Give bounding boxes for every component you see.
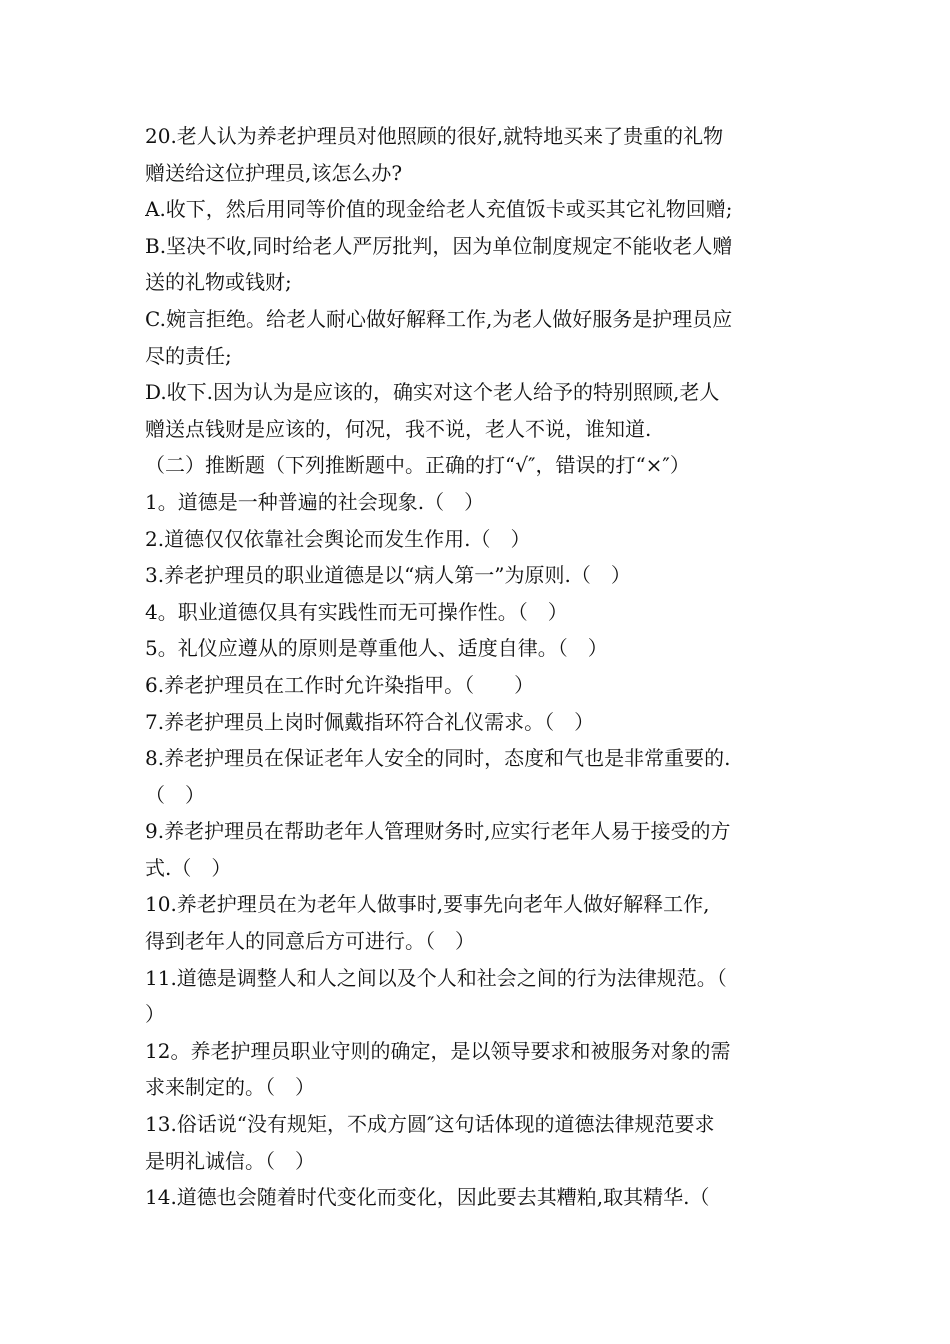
text-line: 求来制定的。（ ） (145, 1075, 315, 1100)
text-line: 赠送点钱财是应该的，何况，我不说，老人不说，谁知道. (145, 416, 652, 441)
text-line: 14.道德也会随着时代变化而变化，因此要去其糟粕,取其精华.（ (145, 1185, 710, 1210)
text-line: 得到老年人的同意后方可进行。（ ） (145, 929, 475, 954)
text-line: 赠送给这位护理员,该怎么办? (145, 160, 403, 185)
text-line: 1。道德是一种普遍的社会现象.（ ） (145, 489, 485, 514)
text-line: 5。礼仪应遵从的原则是尊重他人、适度自律。（ ） (145, 636, 608, 661)
text-line: 11.道德是调整人和人之间以及个人和社会之间的行为法律规范。（ (145, 965, 727, 990)
document-body (145, 118, 810, 1216)
text-line: ） (145, 1002, 165, 1027)
text-line: 8.养老护理员在保证老年人安全的同时，态度和气也是非常重要的. (145, 746, 731, 771)
text-line: A.收下，然后用同等价值的现金给老人充值饭卡或买其它礼物回赠; (145, 197, 733, 222)
text-line: 6.养老护理员在工作时允许染指甲。（ ） (145, 672, 535, 697)
text-line: 是明礼诚信。（ ） (145, 1148, 315, 1173)
text-line: B.坚决不收,同时给老人严厉批判，因为单位制度规定不能收老人赠 (145, 233, 733, 258)
text-line: 13.俗话说“没有规矩，不成方圆″这句话体现的道德法律规范要求 (145, 1112, 715, 1137)
text-line: 3.养老护理员的职业道德是以“病人第一”为原则.（ ） (145, 563, 631, 588)
text-line: 7.养老护理员上岗时佩戴指环符合礼仪需求。（ ） (145, 709, 595, 734)
text-line: C.婉言拒绝。给老人耐心做好解释工作,为老人做好服务是护理员应 (145, 306, 733, 331)
text-line: 4。职业道德仅具有实践性而无可操作性。（ ） (145, 599, 568, 624)
text-line: 2.道德仅仅依靠社会舆论而发生作用.（ ） (145, 526, 531, 551)
text-line: 送的礼物或钱财; (145, 270, 292, 295)
text-line: D.收下.因为认为是应该的，确实对这个老人给予的特别照顾,老人 (145, 380, 720, 405)
text-line: 12。养老护理员职业守则的确定，是以领导要求和被服务对象的需 (145, 1038, 731, 1063)
text-line: 20.老人认为养老护理员对他照顾的很好,就特地买来了贵重的礼物 (145, 124, 724, 148)
text-line: 尽的责任; (145, 343, 232, 368)
section-heading: （二）推断题（下列推断题中。正确的打“√″，错误的打“×″） (145, 453, 690, 478)
text-line: 10.养老护理员在为老年人做事时,要事先向老年人做好解释工作, (145, 892, 710, 917)
text-line: 9.养老护理员在帮助老年人管理财务时,应实行老年人易于接受的方 (145, 819, 731, 844)
text-line: 式.（ ） (145, 855, 232, 880)
text-line: （ ） (145, 782, 205, 807)
